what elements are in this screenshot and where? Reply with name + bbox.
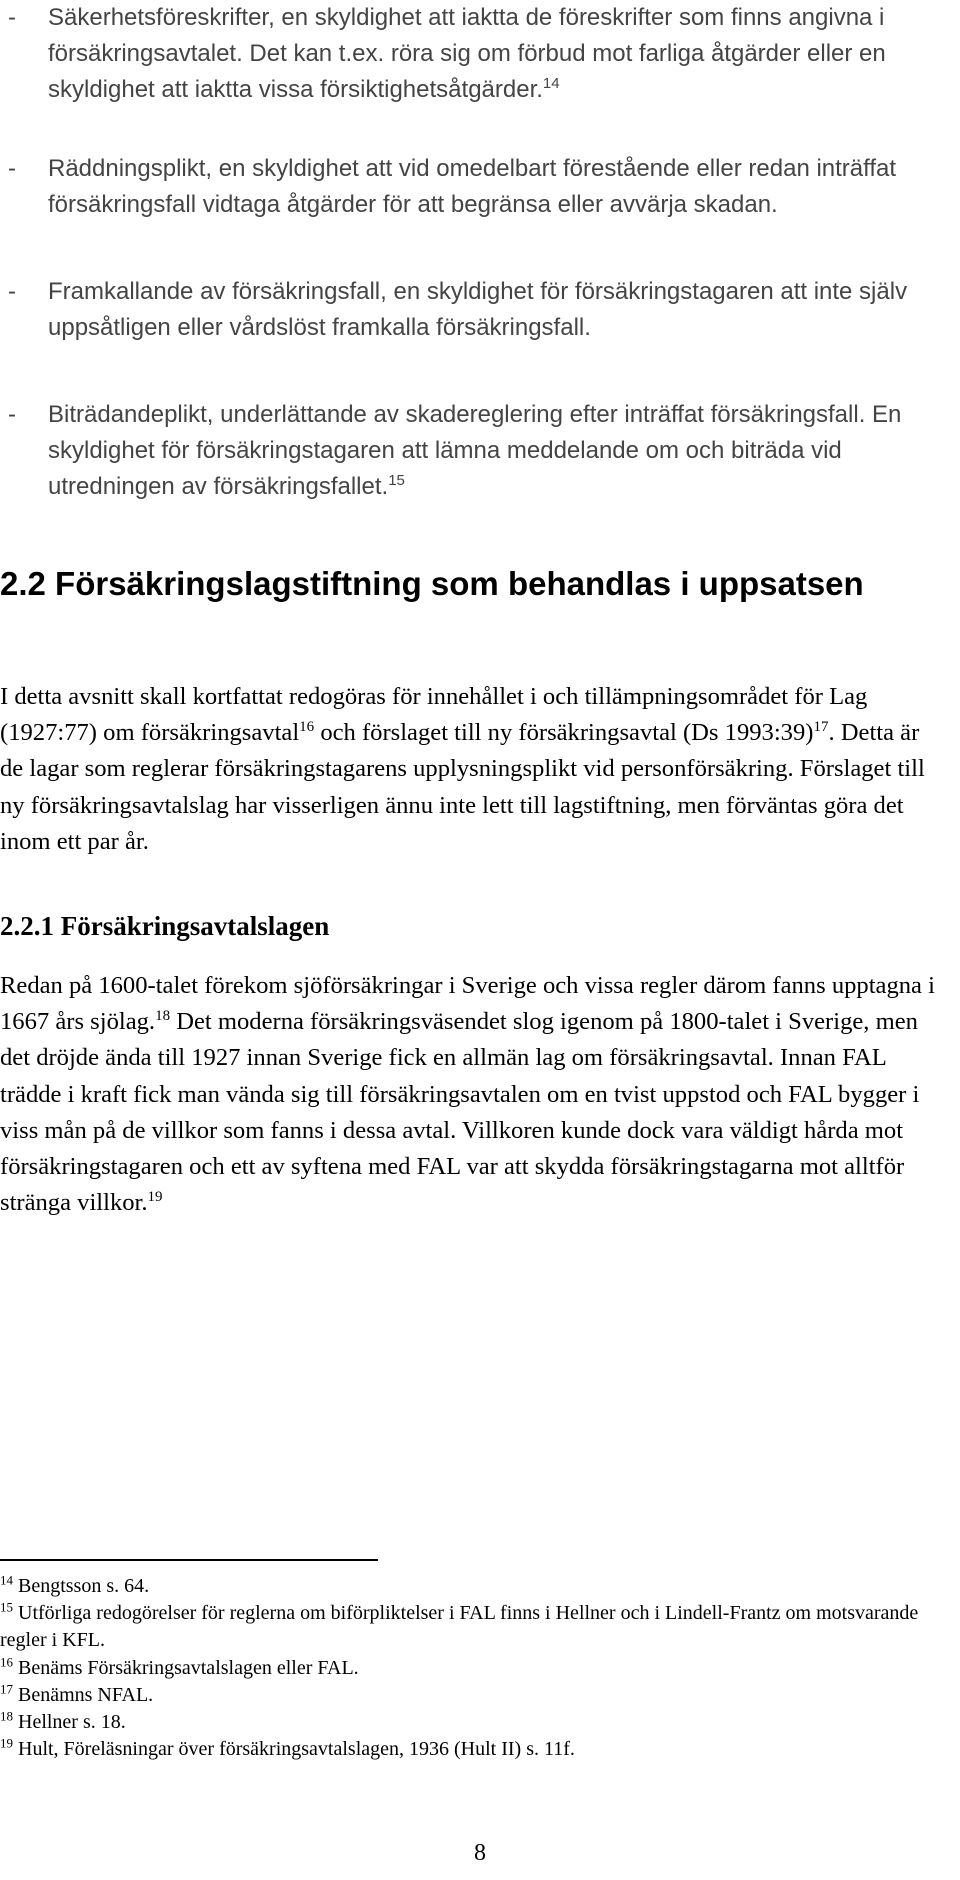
section-heading-2-2: 2.2 Försäkringslagstiftning som behandlas i uppsatsen	[0, 565, 864, 602]
footnote-ref-14: 14	[542, 75, 560, 92]
page-number: 8	[474, 1840, 486, 1866]
bullet-item-raddningsplikt	[0, 151, 930, 223]
section-2-2-paragraph: I detta avsnitt skall kortfattat redogöras för innehållet i och tillämpningsområdet för Lag (1927:77) om försäkringsavtal$^{16}$ och förslaget till ny försäkringsavtal (Ds 1993:39)$^{17}$. Detta är de lagar som reglerar försäkringstagarens upplysningsplikt vid personförsäkring. Förslaget till ny försäkringsavtalslag har visserligen ännu inte lett till lagstiftning, men förväntas göra det inom ett par år.	[0, 683, 925, 855]
footnote-ref-15: 15	[388, 472, 405, 489]
section-heading-2-2-1: 2.2.1 Försäkringsavtalslagen	[0, 911, 330, 941]
bullet-dash: -	[8, 4, 16, 31]
footnote-ref-19: 19	[147, 1189, 163, 1206]
section-2-2-1-paragraph: Redan på 1600-talet förekom sjöförsäkringar i Sverige och vissa regler därom fanns upptagna i 1667 års sjölag.$^{18}$ Det moderna försäkringsväsendet slog igenom på 1800-talet i Sverige, men det dröjde ända till 1927 innan Sverige fick en allmän lag om försäkringsavtal. Innan FAL trädde i kraft fick man vända sig till försäkringsavtalen om en tvist uppstod och FAL bygger i viss mån på de villkor som fanns i dessa avtal. Villkoren kunde dock vara väldigt hårda mot försäkringstagaren och ett av syftena med FAL var att skydda försäkringstagarna mot alltför stränga villkor.$^{19}$	[0, 972, 935, 1217]
footnote-16: $^{16}$ Benäms Försäkringsavtalslagen eller FAL.	[0, 1653, 359, 1679]
footnotes	[0, 1573, 945, 1763]
bullet-dash: -	[8, 401, 16, 428]
bullet-dash: -	[8, 278, 16, 305]
footnote-ref-17: 17	[813, 719, 829, 736]
footnote-separator	[0, 1559, 378, 1561]
footnote-ref-16: 16	[299, 719, 315, 736]
footnote-17: $^{17}$ Benämns NFAL.	[0, 1681, 154, 1706]
bullet-dash: -	[8, 155, 16, 182]
bullet-text: Säkerhetsföreskrifter, en skyldighet att iaktta de föreskrifter som finns angivna i försäkringsavtalet. Det kan t.ex. röra sig om förbud mot farliga åtgärder eller en skyldighet att iaktta vissa försiktighetsåtgärder.$^{14}$	[48, 4, 886, 103]
footnote-15: $^{15}$ Utförliga redogörelser för reglerna om biförpliktelser i FAL finns i Hellner och i Lindell-Frantz om motsvarande regler i KFL.	[0, 1599, 919, 1652]
footnote-14: $^{14}$ Bengtsson s. 64.	[0, 1572, 150, 1597]
bullet-item-framkallande	[0, 274, 930, 346]
bullet-text: Biträdandeplikt, underlättande av skadereglering efter inträffat försäkringsfall. En skyldighet för försäkringstagaren att lämna meddelande om och biträda vid utredningen av försäkringsfallet.$^{15}$	[48, 401, 902, 500]
footnote-19: $^{19}$ Hult, Föreläsningar över försäkringsavtalslagen, 1936 (Hult II) s. 11f.	[0, 1735, 575, 1761]
bullet-text: Framkallande av försäkringsfall, en skyldighet för försäkringstagaren att inte själv uppsåtligen eller vårdslöst framkalla försäkringsfall.	[48, 278, 908, 341]
bullet-item-bitradandeplikt	[0, 397, 930, 505]
bullet-item-sakerhetsforeskrifter	[0, 0, 930, 108]
footnote-18: $^{18}$ Hellner s. 18.	[0, 1708, 126, 1734]
bullet-text: Räddningsplikt, en skyldighet att vid omedelbart förestående eller redan inträffat försäkringsfall vidtaga åtgärder för att begränsa eller avvärja skadan.	[48, 155, 897, 218]
footnote-ref-18: 18	[155, 1008, 171, 1025]
